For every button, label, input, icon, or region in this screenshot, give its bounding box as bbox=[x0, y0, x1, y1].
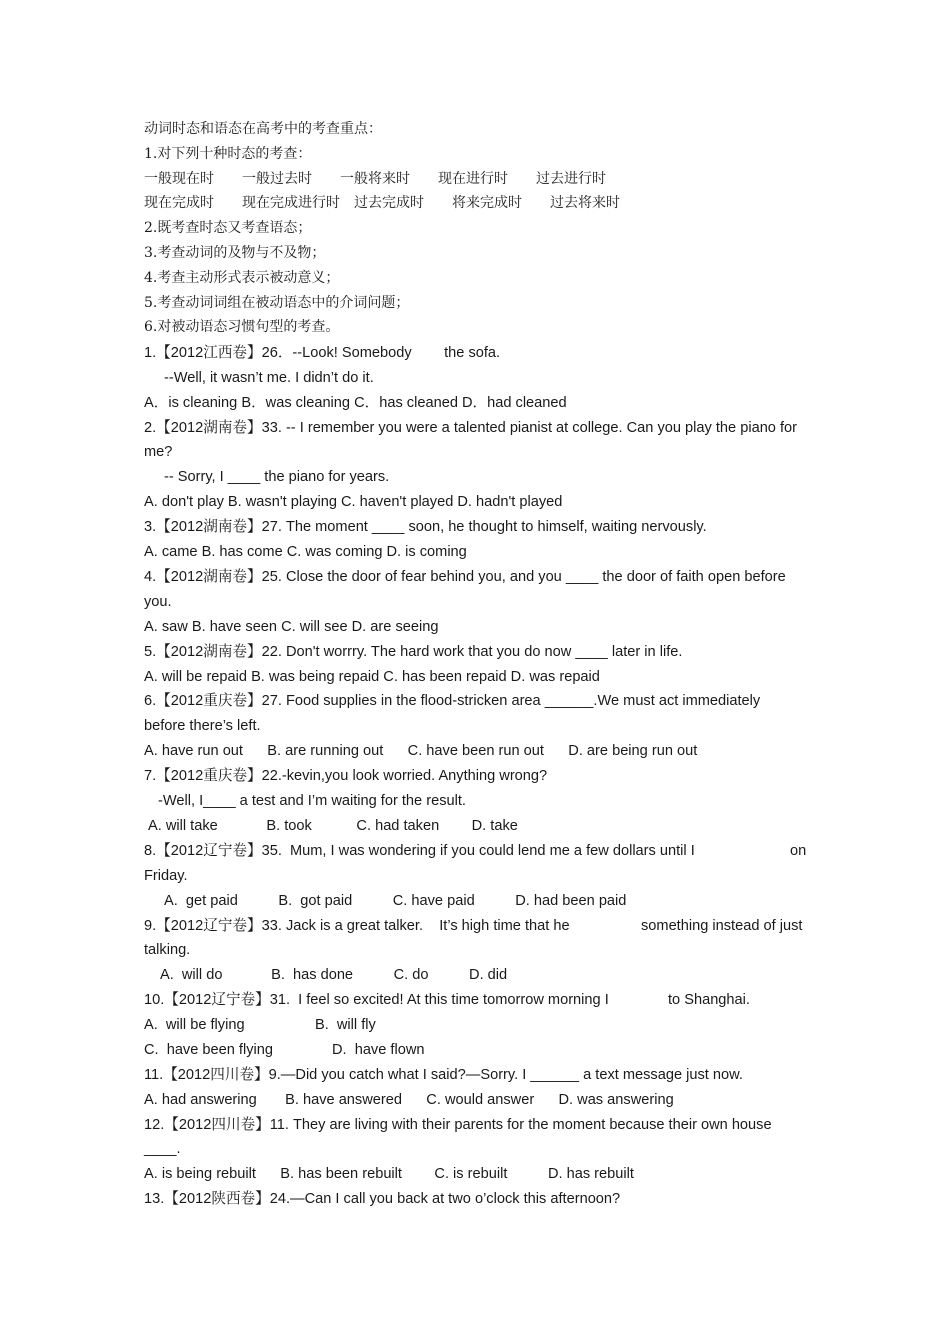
intro-point-3: 3.考查动词的及物与不及物； bbox=[144, 245, 326, 261]
question-2-line: -- Sorry, I ____ the piano for years. bbox=[164, 469, 390, 485]
question-4-line: you. bbox=[144, 594, 172, 610]
question-11-options: A. had answering B. have answered C. would answer D. was answering bbox=[144, 1092, 674, 1108]
question-1-options: A．is cleaning B．was cleaning C．has cleaned D．had cleaned bbox=[144, 395, 567, 411]
question-10-stem: 10.【2012辽宁卷】31. I feel so excited! At this time tomorrow morning I bbox=[144, 992, 609, 1008]
intro-title: 动词时态和语态在高考中的考查重点： bbox=[144, 121, 382, 137]
question-8-options: A. get paid B. got paid C. have paid D. had been paid bbox=[164, 893, 627, 909]
question-11-stem: 11.【2012四川卷】9.—Did you catch what I said?—Sorry. I ______ a text message just now. bbox=[144, 1067, 743, 1083]
intro-point-4: 4.考查主动形式表示被动意义； bbox=[144, 270, 340, 286]
question-2-line: me? bbox=[144, 444, 173, 460]
intro-point-2: 2.既考查时态又考查语态； bbox=[144, 220, 312, 236]
question-12-options: A. is being rebuilt B. has been rebuilt C. is rebuilt D. has rebuilt bbox=[144, 1166, 634, 1182]
question-8-stem: 8.【2012辽宁卷】35. Mum, I was wondering if you could lend me a few dollars until I bbox=[144, 843, 695, 859]
intro-point-5: 5.考查动词词组在被动语态中的介词问题； bbox=[144, 295, 410, 311]
question-13-stem: 13.【2012陕西卷】24.—Can I call you back at two o’clock this afternoon? bbox=[144, 1191, 621, 1207]
tenses-row-1: 一般现在时 一般过去时 一般将来时 现在进行时 过去进行时 bbox=[144, 171, 606, 187]
question-3-options: A. came B. has come C. was coming D. is coming bbox=[144, 544, 467, 560]
question-1-line: --Well, it wasn’t me. I didn’t do it. bbox=[164, 370, 374, 386]
question-8-line: Friday. bbox=[144, 868, 188, 884]
question-10-line-end: to Shanghai. bbox=[668, 992, 750, 1008]
question-2-options: A. don't play B. wasn't playing C. haven't played D. hadn't played bbox=[144, 494, 563, 510]
question-6-line: before there’s left. bbox=[144, 718, 261, 734]
question-12-line: ____. bbox=[144, 1141, 181, 1157]
question-10-option-a: A. will be flying bbox=[144, 1017, 245, 1033]
question-5-stem: 5.【2012湖南卷】22. Don't worrry. The hard work that you do now ____ later in life. bbox=[144, 644, 683, 660]
question-9-options: A. will do B. has done C. do D. did bbox=[160, 967, 508, 983]
question-4-stem: 4.【2012湖南卷】25. Close the door of fear behind you, and you ____ the door of faith open before bbox=[144, 569, 786, 585]
question-9-line-end: something instead of just bbox=[641, 918, 803, 934]
question-12-stem: 12.【2012四川卷】11. They are living with their parents for the moment because their own house bbox=[144, 1117, 772, 1133]
question-6-stem: 6.【2012重庆卷】27. Food supplies in the flood-stricken area ______.We must act immediately bbox=[144, 693, 761, 709]
question-2-stem: 2.【2012湖南卷】33. -- I remember you were a talented pianist at college. Can you play the piano for bbox=[144, 420, 798, 436]
question-10-option-b: B. will fly bbox=[315, 1017, 376, 1033]
question-9-stem: 9.【2012辽宁卷】33. Jack is a great talker. It’s high time that he bbox=[144, 918, 570, 934]
question-6-options: A. have run out B. are running out C. have been run out D. are being run out bbox=[144, 743, 698, 759]
question-9-line: talking. bbox=[144, 942, 191, 958]
question-7-line: -Well, I____ a test and I’m waiting for the result. bbox=[158, 793, 466, 809]
question-10-option-d: D. have flown bbox=[332, 1042, 425, 1058]
intro-point-1: 1.对下列十种时态的考查： bbox=[144, 146, 312, 162]
intro-point-6: 6.对被动语态习惯句型的考查。 bbox=[144, 319, 340, 335]
question-8-line-end: on bbox=[790, 843, 807, 859]
question-3-stem: 3.【2012湖南卷】27. The moment ____ soon, he thought to himself, waiting nervously. bbox=[144, 519, 707, 535]
tenses-row-2: 现在完成时 现在完成进行时 过去完成时 将来完成时 过去将来时 bbox=[144, 195, 620, 211]
question-4-options: A. saw B. have seen C. will see D. are seeing bbox=[144, 619, 439, 635]
question-1-stem: 1.【2012江西卷】26．--Look! Somebody the sofa. bbox=[144, 345, 501, 361]
question-7-stem: 7.【2012重庆卷】22.-kevin,you look worried. Anything wrong? bbox=[144, 768, 548, 784]
question-10-option-c: C. have been flying bbox=[144, 1042, 273, 1058]
question-5-options: A. will be repaid B. was being repaid C. has been repaid D. was repaid bbox=[144, 669, 600, 685]
question-7-options: A. will take B. took C. had taken D. take bbox=[148, 818, 518, 834]
